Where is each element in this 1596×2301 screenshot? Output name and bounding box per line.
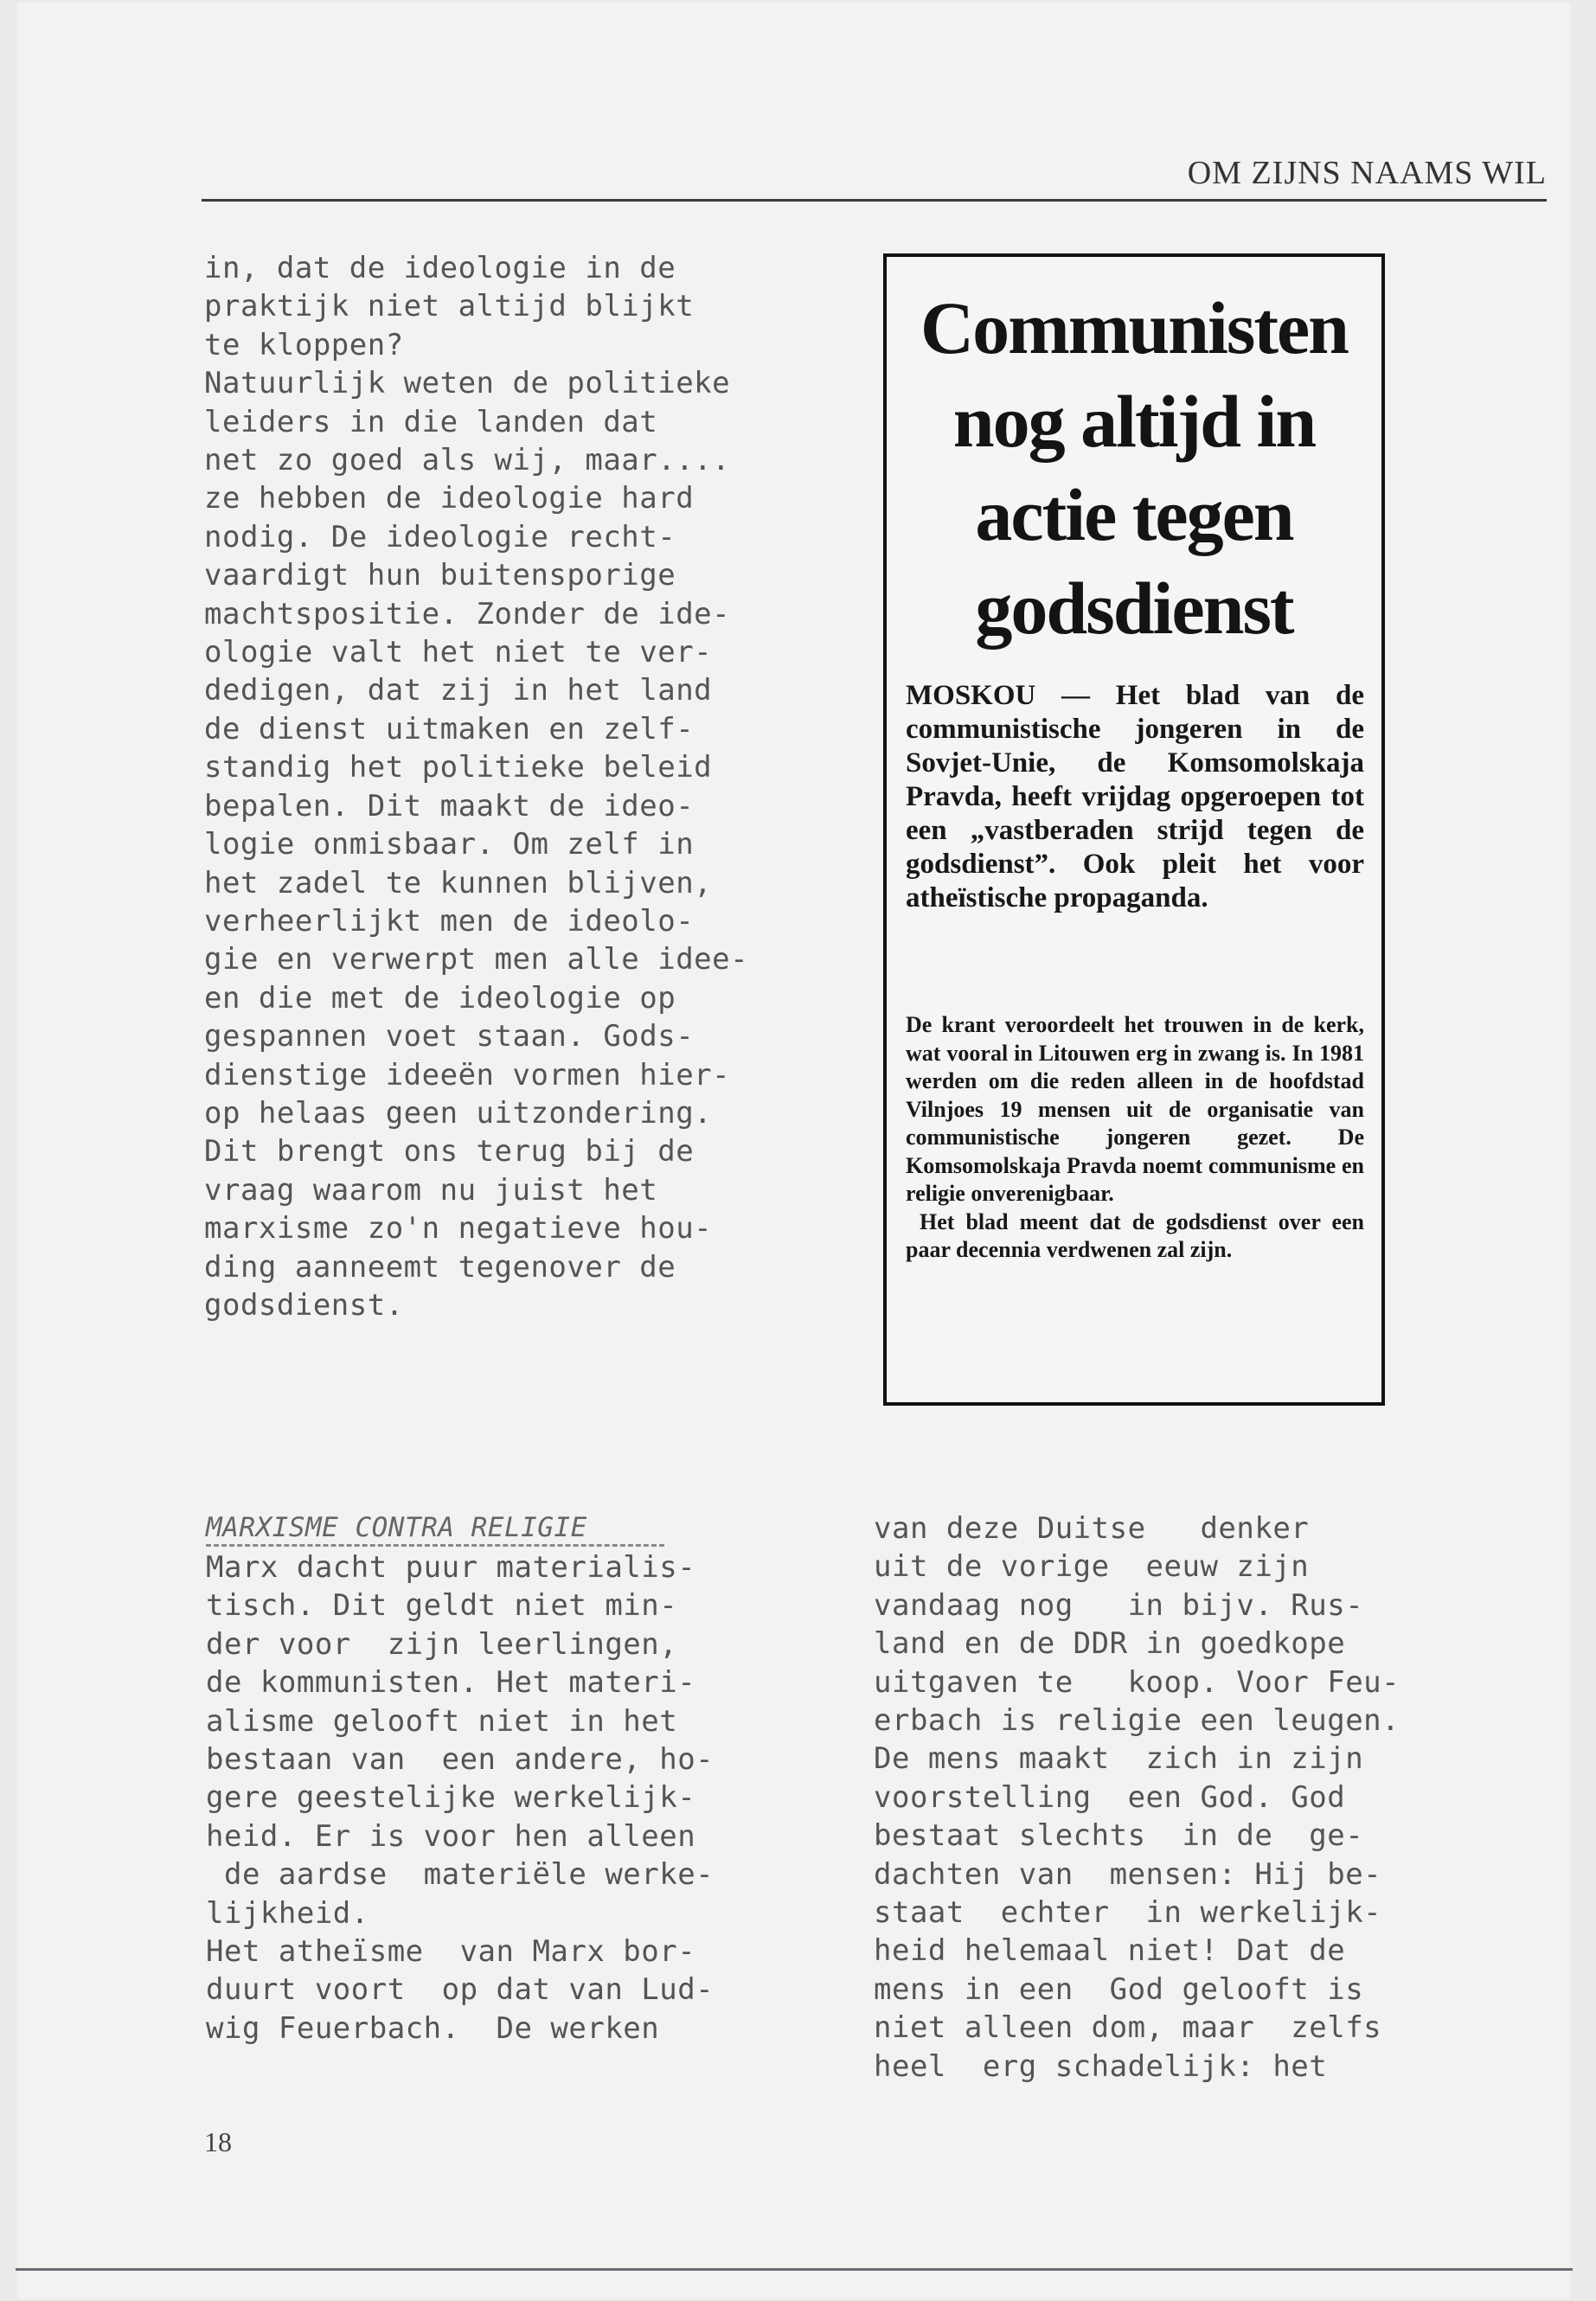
- text-line: bestaat slechts in de ge-: [874, 1818, 1364, 1854]
- headline-line: godsdienst: [975, 567, 1293, 650]
- text-line: uitgaven te koop. Voor Feu-: [874, 1664, 1401, 1700]
- text-line: de kommunisten. Het materi-: [206, 1665, 696, 1701]
- text-line: de aardse materiële werke-: [206, 1857, 715, 1893]
- text-line: vaardigt hun buitensporige: [204, 558, 676, 593]
- text-line: op helaas geen uitzondering.: [204, 1095, 713, 1131]
- text-line: Dit brengt ons terug bij de: [204, 1134, 695, 1170]
- text-line: duurt voort op dat van Lud-: [206, 1972, 715, 2008]
- text-line: gere geestelijke werkelijk-: [206, 1780, 696, 1816]
- text-line: vandaag nog in bijv. Rus-: [874, 1587, 1364, 1623]
- text-line: ding aanneemt tegenover de: [204, 1249, 676, 1285]
- text-line: leiders in die landen dat: [204, 404, 658, 439]
- text-line: standig het politieke beleid: [204, 750, 713, 785]
- text-line: marxisme zo'n negatieve hou-: [204, 1211, 713, 1247]
- text-line: vraag waarom nu juist het: [204, 1172, 658, 1208]
- text-line: net zo goed als wij, maar....: [204, 443, 731, 478]
- text-line: heid helemaal niet! Dat de: [874, 1933, 1346, 1969]
- text-line: gespannen voet staan. Gods-: [204, 1019, 695, 1054]
- clipping-paragraph: De krant veroordeelt het trouwen in de kerk, wat vooral in Litouwen erg in zwang is. In 1981 werden om die reden alleen in de hoofdstad Vilnjoes 19 mensen uit de organisatie van communistische jongeren gezet. De Komsomolskaja Pravda noemt communisme en religie onverenigbaar.: [906, 1012, 1364, 1206]
- text-line: en die met de ideologie op: [204, 980, 676, 1016]
- text-line: lijkheid.: [206, 1895, 369, 1931]
- text-line: Natuurlijk weten de politieke: [204, 366, 731, 401]
- text-line: dedigen, dat zij in het land: [204, 673, 713, 708]
- text-line: dachten van mensen: Hij be-: [874, 1856, 1382, 1892]
- text-line: machtspositie. Zonder de ide-: [204, 596, 731, 631]
- section-subheading: MARXISME CONTRA RELIGIE: [206, 1512, 587, 1543]
- text-line: erbach is religie een leugen.: [874, 1703, 1401, 1739]
- text-line: bepalen. Dit maakt de ideo-: [204, 788, 695, 824]
- text-line: der voor zijn leerlingen,: [206, 1626, 678, 1662]
- text-line: bestaan van een andere, ho-: [206, 1742, 715, 1778]
- headline-line: Communisten: [920, 286, 1349, 369]
- text-line: logie onmisbaar. Om zelf in: [204, 827, 695, 862]
- header-rule: [202, 199, 1547, 202]
- clipping-headline: [887, 281, 1381, 655]
- headline-line: actie tegen: [975, 473, 1293, 556]
- text-line: land en de DDR in goedkope: [874, 1626, 1346, 1662]
- text-line: te kloppen?: [204, 327, 404, 362]
- page-number: 18: [204, 2126, 232, 2157]
- headline-line: nog altijd in: [952, 380, 1316, 463]
- text-line: de dienst uitmaken en zelf-: [204, 711, 695, 747]
- subheading-dashed-underline: [206, 1544, 664, 1547]
- text-line: tisch. Dit geldt niet min-: [206, 1588, 678, 1624]
- text-line: ologie valt het niet te ver-: [204, 635, 713, 670]
- text-line: dienstige ideeën vormen hier-: [204, 1057, 731, 1093]
- left-column-bottom-text: [206, 1548, 714, 2048]
- text-line: gie en verwerpt men alle idee-: [204, 942, 749, 977]
- document-page: [16, 0, 1573, 2301]
- text-line: mens in een God gelooft is: [874, 1971, 1364, 2007]
- text-line: niet alleen dom, maar zelfs: [874, 2010, 1382, 2046]
- text-line: alisme gelooft niet in het: [206, 1703, 678, 1739]
- clipping-body: [906, 1011, 1364, 1265]
- running-header: OM ZIJNS NAAMS WIL: [1187, 155, 1547, 191]
- text-line: Marx dacht puur materialis-: [206, 1550, 696, 1585]
- text-line: voorstelling een God. God: [874, 1779, 1346, 1815]
- text-line: Het atheïsme van Marx bor-: [206, 1934, 696, 1970]
- text-line: heel erg schadelijk: het: [874, 2048, 1328, 2084]
- text-line: ze hebben de ideologie hard: [204, 481, 695, 516]
- text-line: in, dat de ideologie in de: [204, 251, 676, 285]
- clipping-lead-paragraph: MOSKOU — Het blad van de communistische jongeren in de Sovjet-Unie, de Komsomolskaja Pravda, heeft vrijdag opgeroepen tot een „vastberaden strijd tegen de godsdienst”. Ook pleit het voor atheïstische propaganda.: [906, 680, 1364, 913]
- text-line: verheerlijkt men de ideolo-: [204, 903, 695, 939]
- text-line: praktijk niet altijd blijkt: [204, 289, 695, 324]
- text-line: godsdienst.: [204, 1287, 404, 1323]
- text-line: De mens maakt zich in zijn: [874, 1741, 1364, 1777]
- page-bottom-edge: [16, 2268, 1573, 2271]
- text-line: heid. Er is voor hen alleen: [206, 1818, 696, 1854]
- text-line: uit de vorige eeuw zijn: [874, 1549, 1310, 1585]
- text-line: nodig. De ideologie recht-: [204, 519, 676, 554]
- text-line: wig Feuerbach. De werken: [206, 2010, 660, 2046]
- newspaper-clipping: [883, 253, 1385, 1406]
- left-column-top-text: [204, 249, 748, 1324]
- text-line: van deze Duitse denker: [874, 1511, 1310, 1546]
- clipping-paragraph: Het blad meent dat de godsdienst over een paar decennia verdwenen zal zijn.: [906, 1208, 1364, 1262]
- right-column-bottom-text: [874, 1509, 1400, 2086]
- text-line: het zadel te kunnen blijven,: [204, 865, 713, 901]
- text-line: staat echter in werkelijk-: [874, 1895, 1382, 1931]
